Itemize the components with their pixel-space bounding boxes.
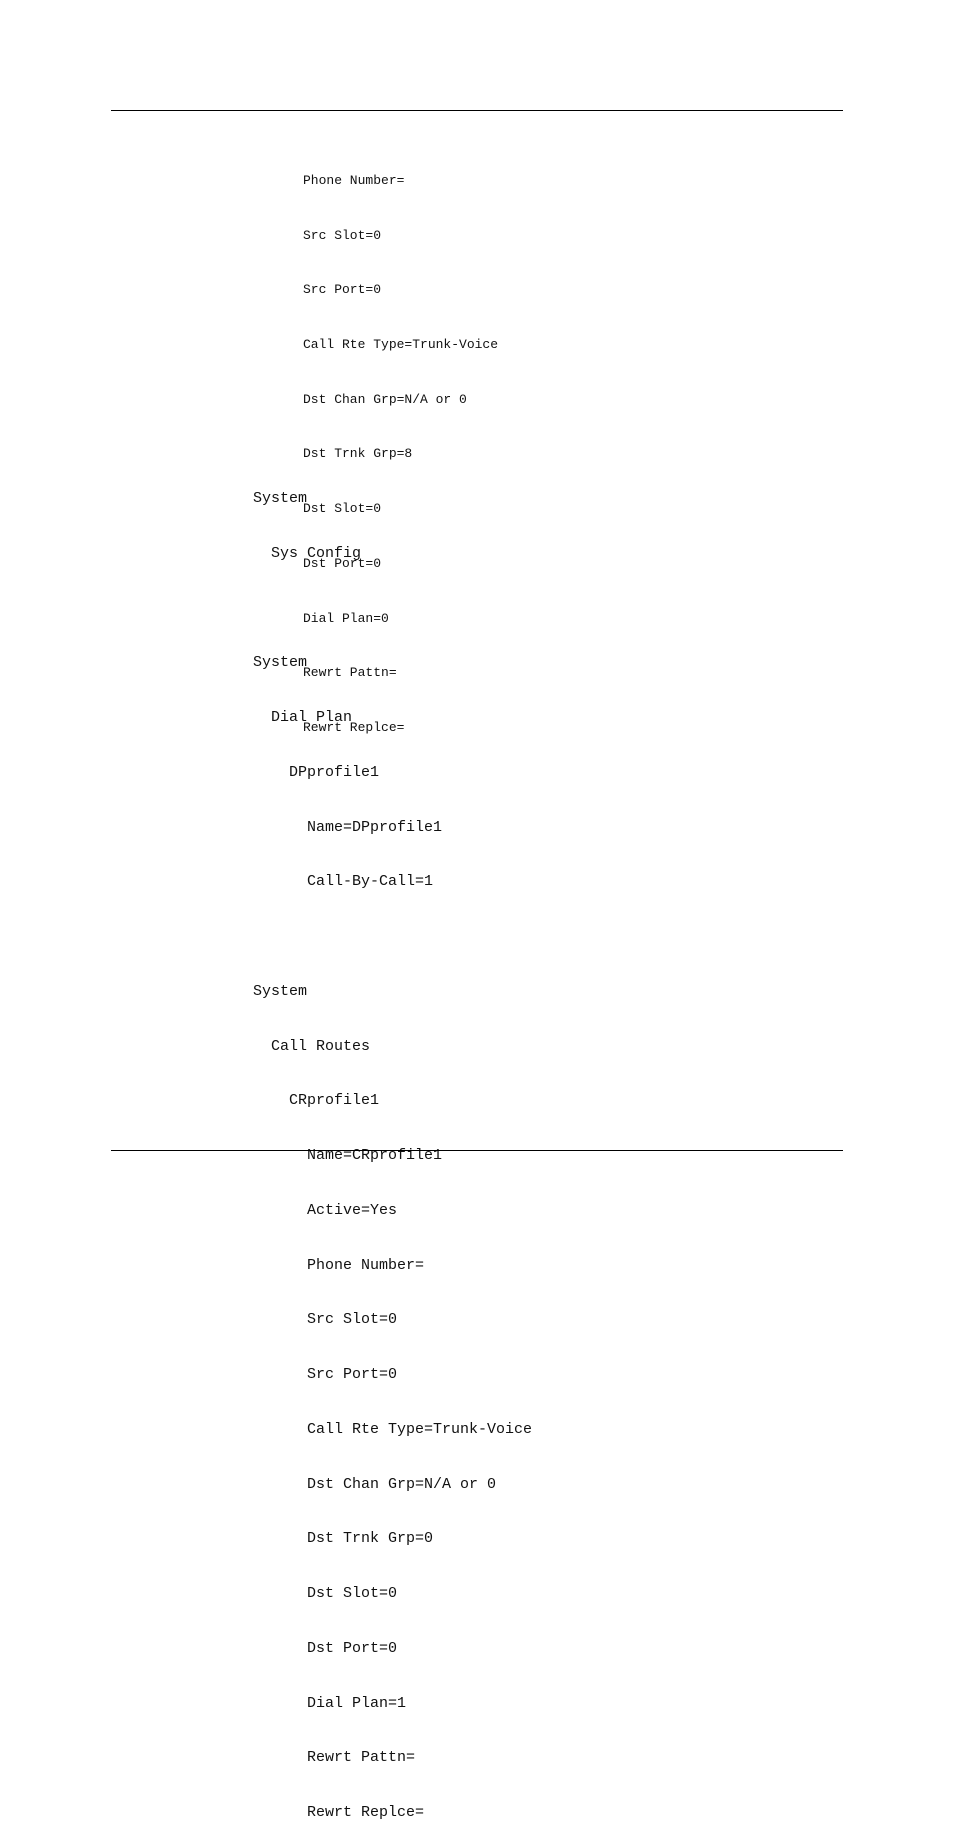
code-line-dst-port: Dst Port=0 (303, 555, 382, 571)
code-line-dp-profile: DPprofile1 (253, 763, 380, 781)
system-config-tree (253, 454, 532, 1841)
code-line-cr-name: Name=CRprofile1 (253, 1147, 443, 1164)
code-line-dst-slot: Dst Slot=0 (303, 501, 382, 517)
code-line-src-port: Src Port=0 (253, 1366, 398, 1383)
code-line-rewrt-pattn: Rewrt Pattn= (253, 1749, 416, 1767)
code-line-src-slot: Src Slot=0 (253, 1311, 398, 1329)
code-line-active: Active=Yes (253, 1201, 398, 1219)
code-line-src-slot: Src Slot=0 (303, 227, 382, 243)
code-line-dst-chan-grp: Dst Chan Grp=N/A or 0 (303, 391, 467, 407)
code-line-rewrt-replce: Rewrt Replce= (253, 1804, 425, 1821)
code-line-dial-plan: Dial Plan=1 (253, 1694, 407, 1712)
code-line-src-port: Src Port=0 (303, 282, 382, 298)
code-line-rewrt-replce: Rewrt Replce= (303, 719, 405, 735)
code-line-system: System (253, 654, 308, 672)
code-line-system: System (253, 982, 308, 1000)
code-line-blank (253, 928, 532, 947)
code-line-call-routes: Call Routes (253, 1037, 371, 1055)
code-line-cr-profile: CRprofile1 (253, 1092, 380, 1110)
code-line-rewrt-pattn: Rewrt Pattn= (303, 665, 397, 681)
header-rule (111, 110, 843, 111)
footer-rule (111, 1150, 843, 1151)
code-line-call-by-call: Call-By-Call=1 (253, 873, 434, 891)
code-line-dial-plan: Dial Plan=0 (303, 610, 389, 626)
code-line-dial-plan-menu: Dial Plan (253, 709, 353, 726)
code-line-dst-trnk-grp: Dst Trnk Grp=0 (253, 1530, 434, 1548)
code-line-phone-number: Phone Number= (303, 173, 405, 188)
code-line-call-rte-type: Call Rte Type=Trunk-Voice (253, 1420, 533, 1438)
code-line-dst-slot: Dst Slot=0 (253, 1585, 398, 1602)
code-line-dp-name: Name=DPprofile1 (253, 818, 443, 836)
code-line-dst-port: Dst Port=0 (253, 1639, 398, 1657)
code-line-dst-chan-grp: Dst Chan Grp=N/A or 0 (253, 1475, 497, 1493)
code-line-blank (253, 600, 532, 619)
code-line-call-rte-type: Call Rte Type=Trunk-Voice (303, 337, 499, 353)
code-line-dst-trnk-grp: Dst Trnk Grp=8 (303, 446, 413, 462)
code-line-sys-config: Sys Config (253, 544, 362, 562)
code-line-system: System (253, 490, 308, 507)
code-line-phone-number: Phone Number= (253, 1256, 425, 1274)
